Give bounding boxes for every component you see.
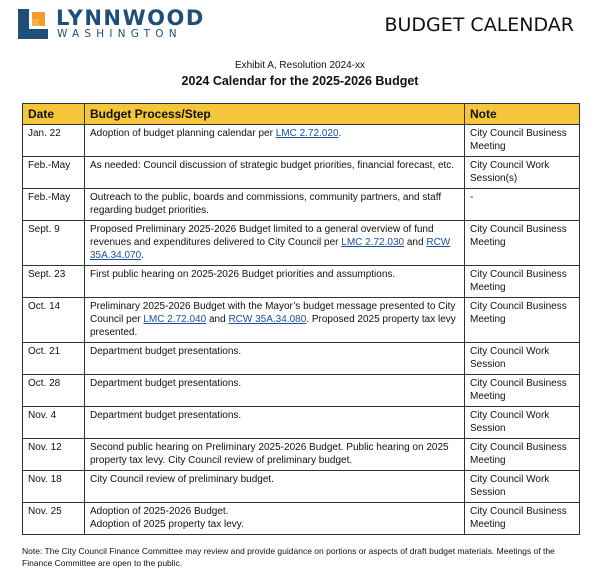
row-date: Sept. 23 — [23, 266, 85, 298]
step-text: Adoption of 2025 property tax levy. — [90, 519, 244, 530]
row-note: City Council Work Session — [465, 407, 580, 439]
row-note: City Council Business Meeting — [465, 439, 580, 471]
row-date: Oct. 21 — [23, 343, 85, 375]
step-text: . Proposed 2025 property tax levy presented. — [90, 314, 456, 338]
row-date: Oct. 28 — [23, 375, 85, 407]
row-date: Feb.-May — [23, 189, 85, 221]
table-row — [23, 189, 580, 221]
step-text: and — [404, 237, 427, 248]
exhibit-label: Exhibit A, Resolution 2024-xx — [234, 60, 366, 71]
row-step — [85, 266, 465, 298]
note-column-header: Note — [465, 104, 580, 125]
row-note: - — [465, 189, 580, 221]
table-row — [23, 343, 580, 375]
table-row — [23, 375, 580, 407]
step-text: Department budget presentations. — [90, 410, 242, 421]
row-note: City Council Business Meeting — [465, 298, 580, 343]
table-row — [23, 407, 580, 439]
row-step — [85, 439, 465, 471]
table-row — [23, 298, 580, 343]
row-date: Nov. 12 — [23, 439, 85, 471]
table-row — [23, 157, 580, 189]
row-note: City Council Business Meeting — [465, 125, 580, 157]
code-reference-link[interactable]: LMC 2.72.020 — [275, 128, 339, 139]
table-row — [23, 221, 580, 266]
step-text: Department budget presentations. — [90, 346, 242, 357]
step-text: First public hearing on 2025-2026 Budget priorities and assumptions. — [90, 269, 396, 280]
footnote: Note: The City Council Finance Committee may review and provide guidance on portions or aspects of draft budget materials. Meetings of the Finance Committee are open to the public. — [22, 546, 555, 568]
row-step — [85, 298, 465, 343]
row-step — [85, 375, 465, 407]
row-date: Jan. 22 — [23, 125, 85, 157]
row-step — [85, 157, 465, 189]
lynnwood-logo-icon — [18, 9, 48, 39]
budget-calendar-table — [22, 103, 580, 535]
step-text: Preliminary 2025-2026 Budget with the Mayor’s budget message presented to City Council per — [90, 301, 456, 325]
code-reference-link[interactable]: RCW 35A.34.080 — [228, 314, 307, 325]
row-note: City Council Work Session(s) — [465, 157, 580, 189]
row-date: Nov. 18 — [23, 471, 85, 503]
step-text: Second public hearing on Preliminary 2025-2026 Budget. Public hearing on 2025 property tax levy. City Council review of preliminary budget. — [90, 442, 449, 466]
row-date: Feb.-May — [23, 157, 85, 189]
step-text: As needed: Council discussion of strategic budget priorities, financial forecast, etc. — [90, 160, 455, 171]
row-date: Nov. 25 — [23, 503, 85, 535]
row-note: City Council Business Meeting — [465, 266, 580, 298]
brand-name: LYNNWOOD — [56, 6, 205, 30]
row-note: City Council Work Session — [465, 471, 580, 503]
row-step — [85, 343, 465, 375]
row-step — [85, 471, 465, 503]
step-text: . — [338, 128, 342, 139]
row-date: Sept. 9 — [23, 221, 85, 266]
table-row — [23, 439, 580, 471]
table-row — [23, 503, 580, 535]
row-note: City Council Business Meeting — [465, 375, 580, 407]
step-text: City Council review of preliminary budget. — [90, 474, 274, 485]
table-body — [23, 125, 580, 535]
row-step — [85, 407, 465, 439]
table-row — [23, 125, 580, 157]
row-date: Oct. 14 — [23, 298, 85, 343]
page-header — [0, 0, 600, 50]
date-column-header: Date — [23, 104, 85, 125]
table-row — [23, 471, 580, 503]
table-header-row — [23, 104, 580, 125]
step-text: Department budget presentations. — [90, 378, 242, 389]
row-note: City Council Business Meeting — [465, 503, 580, 535]
step-column-header: Budget Process/Step — [85, 104, 465, 125]
code-reference-link[interactable]: RCW 35A.34.070 — [90, 237, 451, 261]
step-text: and — [206, 314, 229, 325]
row-step — [85, 221, 465, 266]
code-reference-link[interactable]: LMC 2.72.030 — [341, 237, 405, 248]
step-text: Outreach to the public, boards and commissions, community partners, and staff regarding budget priorities. — [90, 192, 442, 216]
row-date: Nov. 4 — [23, 407, 85, 439]
step-text: . — [141, 250, 144, 261]
brand-subtitle: WASHINGTON — [57, 28, 182, 40]
row-step — [85, 125, 465, 157]
row-note: City Council Business Meeting — [465, 221, 580, 266]
row-step — [85, 189, 465, 221]
row-note: City Council Work Session — [465, 343, 580, 375]
step-text: Proposed Preliminary 2025-2026 Budget limited to a general overview of fund revenues and expenditures delivered to City Council per — [90, 224, 434, 248]
code-reference-link[interactable]: LMC 2.72.040 — [143, 314, 207, 325]
step-text: Adoption of 2025-2026 Budget. — [90, 506, 229, 517]
row-step — [85, 503, 465, 535]
step-text: Adoption of budget planning calendar per — [90, 128, 276, 139]
calendar-title: 2024 Calendar for the 2025-2026 Budget — [181, 74, 419, 88]
document-title: BUDGET CALENDAR — [384, 14, 574, 36]
table-row — [23, 266, 580, 298]
